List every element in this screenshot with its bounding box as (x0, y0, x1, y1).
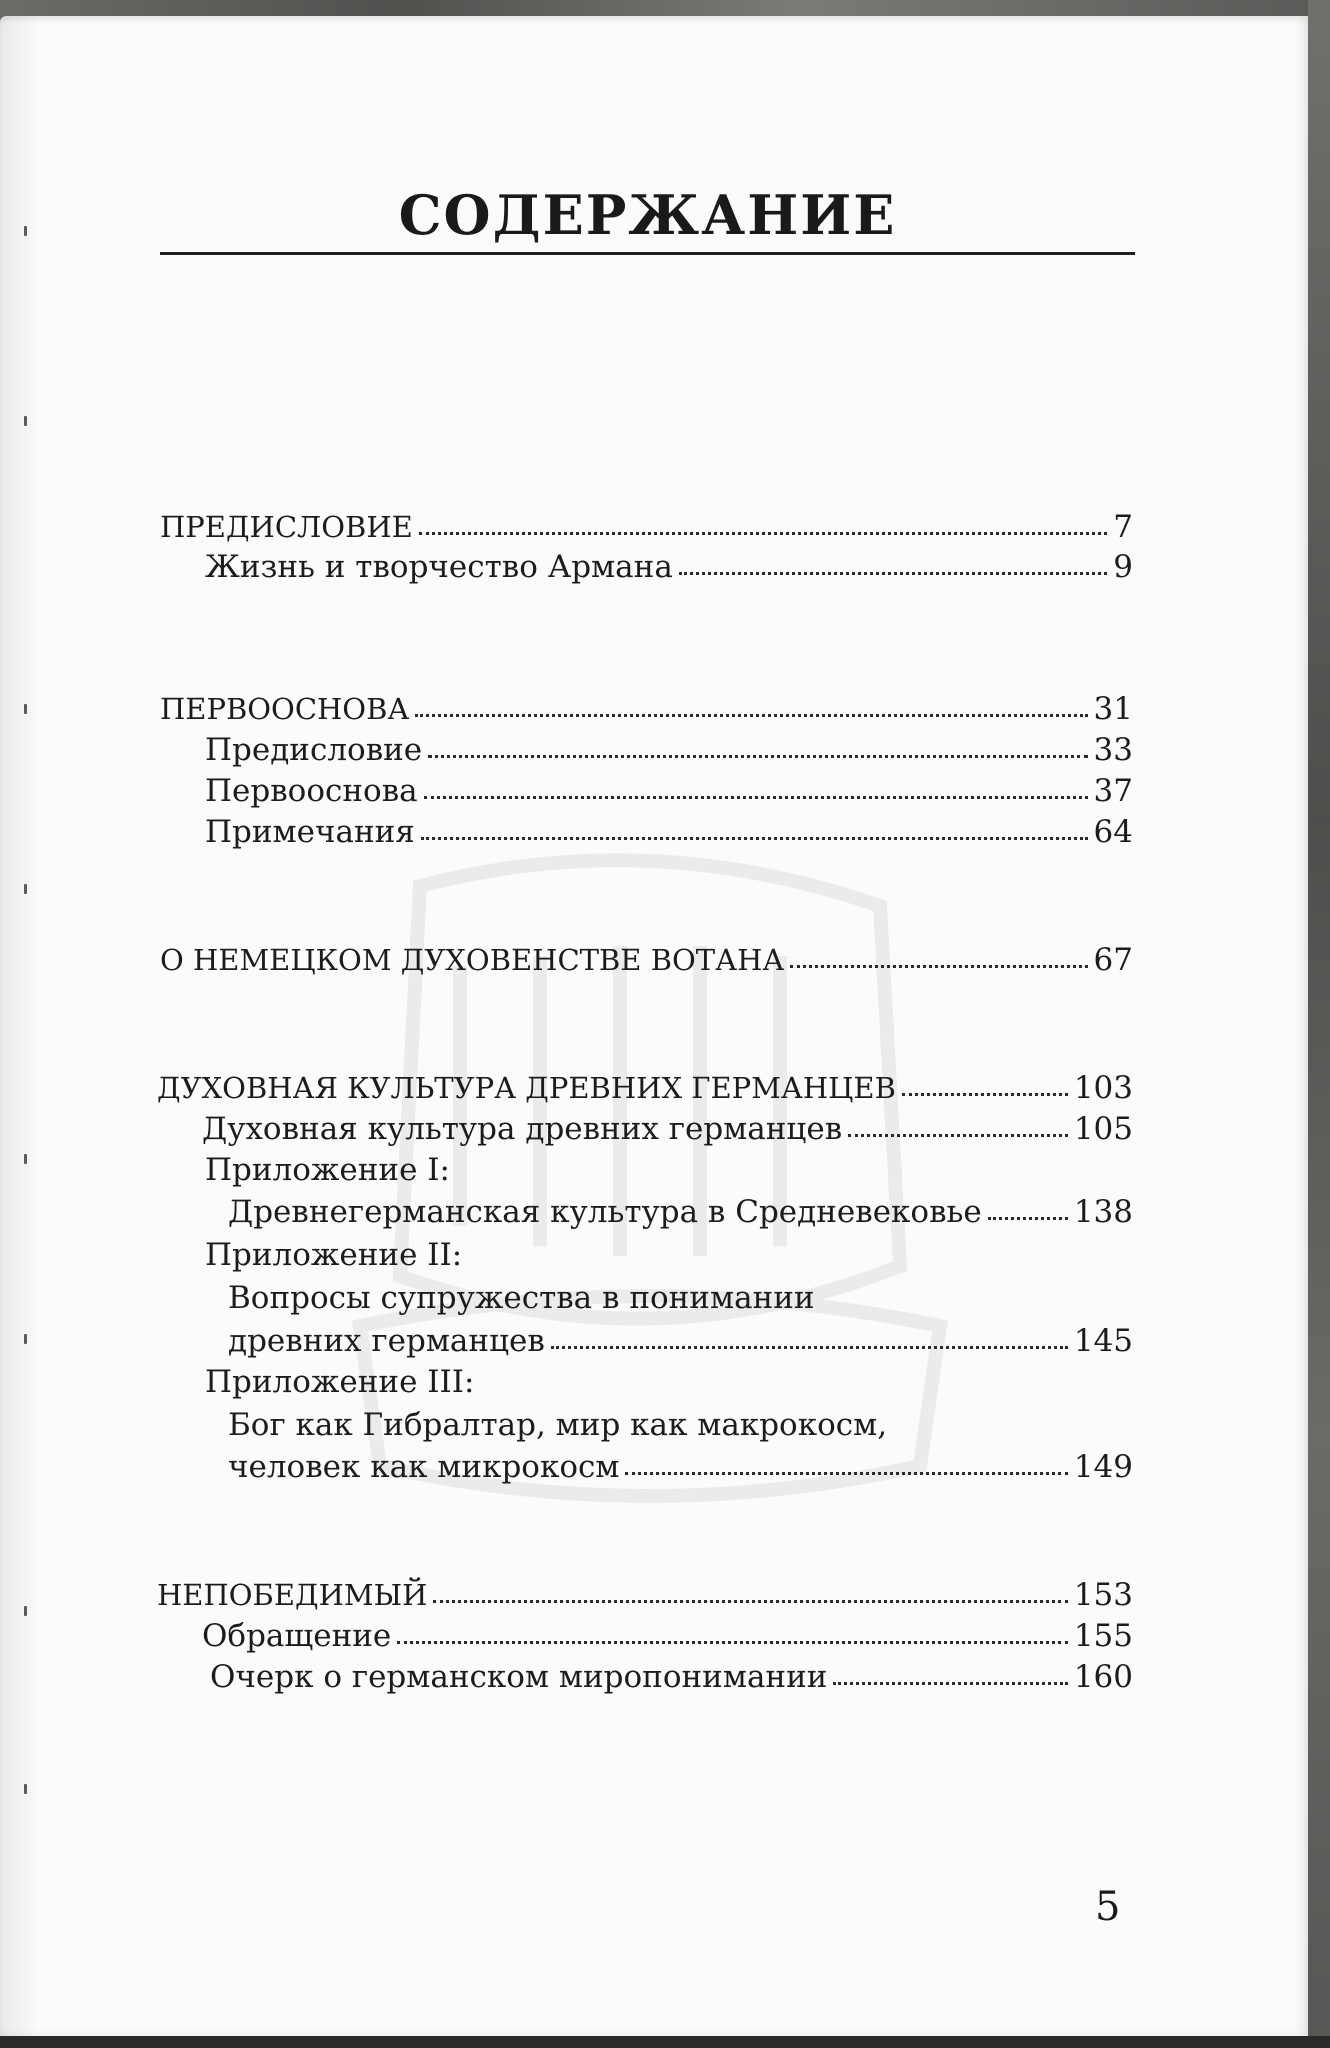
toc-entry-page: 9 (1113, 549, 1133, 585)
toc-entry (160, 689, 1133, 729)
dot-leader (419, 526, 1107, 535)
background-edge-bottom (0, 2036, 1330, 2048)
toc-entry (157, 1575, 1133, 1615)
dot-leader (415, 708, 1087, 717)
toc-entry-page: 105 (1073, 1111, 1133, 1147)
toc-entry-page: 31 (1093, 691, 1133, 727)
dot-leader (424, 790, 1088, 799)
toc-entry-label: Очерк о германском миропонимании (210, 1659, 828, 1695)
toc-appendix-heading: Приложение III: (205, 1364, 475, 1400)
toc-entry-label: О НЕМЕЦКОМ ДУХОВЕНСТВЕ ВОТАНА (160, 943, 785, 977)
toc-entry (205, 812, 1133, 852)
toc-entry (210, 1657, 1133, 1697)
dot-leader (679, 566, 1107, 575)
toc-entry-label: Духовная культура древних германцев (202, 1111, 843, 1147)
toc-entry-page: 33 (1093, 732, 1133, 768)
toc-entry-label: человек как микрокосм (228, 1449, 620, 1485)
page-title: СОДЕРЖАНИЕ (398, 183, 897, 247)
dot-leader (397, 1635, 1068, 1644)
toc-entry-page: 37 (1093, 773, 1133, 809)
toc-entry-label: ПРЕДИСЛОВИЕ (160, 510, 413, 544)
toc-entry-label: Первооснова (205, 773, 418, 809)
toc-entry (205, 730, 1133, 770)
toc-appendix-heading: Приложение I: (205, 1152, 450, 1188)
toc-entry-label: Примечания (205, 814, 415, 850)
toc-entry (205, 771, 1133, 811)
toc-entry-label: Жизнь и творчество Армана (205, 549, 673, 585)
dot-leader (551, 1340, 1068, 1349)
toc-entry-page: 138 (1073, 1194, 1133, 1230)
toc-entry-label: ДУХОВНАЯ КУЛЬТУРА ДРЕВНИХ ГЕРМАНЦЕВ (157, 1071, 896, 1105)
background-edge-right (1308, 0, 1330, 2048)
toc-entry-page: 64 (1093, 814, 1133, 850)
toc-entry-page: 7 (1113, 509, 1133, 545)
toc-entry-page: 145 (1073, 1323, 1133, 1359)
book-page (0, 16, 1308, 2036)
toc-entry-page: 155 (1073, 1618, 1133, 1654)
dot-leader (833, 1676, 1067, 1685)
dot-leader (902, 1087, 1068, 1096)
toc-entry (160, 940, 1133, 980)
dot-leader (848, 1128, 1068, 1137)
dot-leader (433, 1594, 1067, 1603)
toc-entry-label-line: Вопросы супружества в понимании (228, 1280, 815, 1316)
toc-entry-page: 149 (1073, 1449, 1133, 1485)
toc-appendix-heading: Приложение II: (205, 1237, 463, 1273)
toc-entry-label: ПЕРВООСНОВА (160, 692, 410, 726)
toc-entry-label: Предисловие (205, 732, 423, 768)
dot-leader (428, 749, 1087, 758)
dot-leader (790, 959, 1087, 968)
toc-entry-page: 67 (1093, 942, 1133, 978)
toc-entry-label: древних германцев (228, 1323, 545, 1359)
toc-entry (228, 1192, 1133, 1232)
toc-entry-label-line: Бог как Гибралтар, мир как макрокосм, (228, 1407, 888, 1443)
toc-entry-page: 103 (1073, 1070, 1133, 1106)
toc-entry-label: Обращение (202, 1618, 392, 1654)
toc-entry (202, 1109, 1133, 1149)
toc-entry (205, 547, 1133, 587)
toc-entry (228, 1447, 1133, 1487)
page-number: 5 (1095, 1884, 1121, 1930)
toc-entry-page: 160 (1073, 1659, 1133, 1695)
toc-entry-label: НЕПОБЕДИМЫЙ (157, 1578, 428, 1612)
toc-entry (157, 1068, 1133, 1108)
toc-entry (202, 1616, 1133, 1656)
toc-entry (160, 507, 1133, 547)
dot-leader (625, 1466, 1067, 1475)
toc-entry (228, 1321, 1133, 1361)
toc-entry-label: Древнегерманская культура в Средневековье (228, 1194, 982, 1230)
table-of-contents (0, 16, 1308, 2036)
toc-entry-page: 153 (1073, 1577, 1133, 1613)
dot-leader (421, 831, 1088, 840)
dot-leader (988, 1211, 1068, 1220)
